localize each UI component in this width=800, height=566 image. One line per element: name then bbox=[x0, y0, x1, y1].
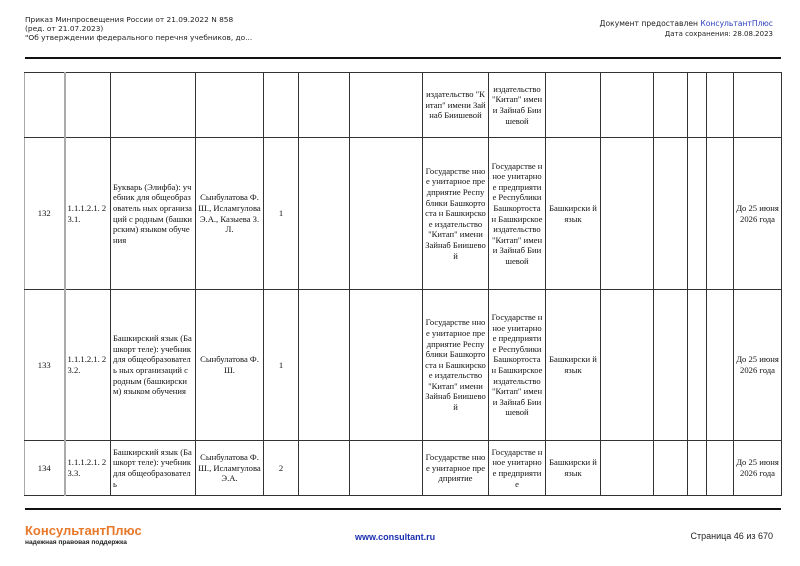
cell-num bbox=[25, 73, 65, 138]
cell-title: Башкирский язык (Башкорт теле): учебник для общеобразователь bbox=[111, 441, 196, 496]
cell-empty bbox=[688, 441, 707, 496]
cell-authors: Сынбулатова Ф.Ш. bbox=[196, 290, 264, 441]
cell-empty bbox=[299, 290, 350, 441]
cell-publisher-alt: Государстве нное унитарное предприятие Республики Башкортоста н Башкирское издательство "Китап" имени Зайнаб Биишевой bbox=[489, 138, 546, 290]
cell-empty bbox=[350, 441, 423, 496]
cell-empty bbox=[688, 138, 707, 290]
textbook-list-table bbox=[24, 72, 782, 496]
cell-language bbox=[546, 73, 601, 138]
cell-deadline: До 25 июня 2026 года bbox=[734, 290, 782, 441]
table-row bbox=[25, 73, 782, 138]
cell-empty bbox=[654, 73, 688, 138]
cell-publisher-alt: издательство "Китап" имени Зайнаб Биишевой bbox=[489, 73, 546, 138]
provider-brand-link[interactable]: КонсультантПлюс bbox=[700, 19, 773, 28]
cell-empty bbox=[601, 73, 654, 138]
cell-publisher: издательство "Китап" имени Зайнаб Биишевой bbox=[423, 73, 489, 138]
cell-authors: Сынбулатова Ф.Ш., Исламгулова Э.А., Казыева З.Л. bbox=[196, 138, 264, 290]
document-header-left bbox=[25, 15, 252, 42]
cell-language: Башкирски й язык bbox=[546, 441, 601, 496]
cell-empty bbox=[299, 73, 350, 138]
cell-empty bbox=[601, 441, 654, 496]
cell-empty bbox=[707, 138, 734, 290]
save-date: Дата сохранения: 28.08.2023 bbox=[664, 30, 773, 38]
cell-grade: 1 bbox=[264, 138, 299, 290]
cell-grade: 1 bbox=[264, 290, 299, 441]
cell-publisher: Государстве нное унитарное предприятие Республики Башкортоста н Башкирское издательство "Китап" имени Зайнаб Биишевой bbox=[423, 290, 489, 441]
cell-empty bbox=[299, 441, 350, 496]
cell-publisher-alt: Государстве нное унитарное предприятие bbox=[489, 441, 546, 496]
table-row bbox=[25, 441, 782, 496]
provided-by-label: Документ предоставлен bbox=[599, 19, 701, 28]
subject-line: "Об утверждении федерального перечня учебников, до... bbox=[25, 33, 253, 42]
cell-empty bbox=[350, 73, 423, 138]
cell-authors: Сынбулатова Ф.Ш., Исламгулова Э.А. bbox=[196, 441, 264, 496]
cell-empty bbox=[707, 290, 734, 441]
footer-divider bbox=[25, 508, 781, 510]
cell-grade: 2 bbox=[264, 441, 299, 496]
cell-publisher: Государстве нное унитарное предприятие bbox=[423, 441, 489, 496]
cell-empty bbox=[688, 290, 707, 441]
cell-title: Букварь (Элифба): учебник для общеобразователь ных организаций с родным (башкирским) языком обучения bbox=[111, 138, 196, 290]
cell-deadline: До 25 июня 2026 года bbox=[734, 138, 782, 290]
footer-brand: КонсультантПлюс bbox=[25, 523, 142, 538]
cell-num: 133 bbox=[25, 290, 65, 441]
cell-empty bbox=[654, 138, 688, 290]
order-title-line: Приказ Минпросвещения России от 21.09.2022 N 858 bbox=[25, 15, 234, 24]
edition-line: (ред. от 21.07.2023) bbox=[25, 24, 104, 33]
cell-code bbox=[65, 73, 111, 138]
cell-deadline bbox=[734, 73, 782, 138]
cell-code: 1.1.1.2.1. 23.3. bbox=[65, 441, 111, 496]
cell-empty bbox=[654, 441, 688, 496]
cell-empty bbox=[299, 138, 350, 290]
cell-language: Башкирски й язык bbox=[546, 138, 601, 290]
cell-publisher: Государстве нное унитарное предприятие Республики Башкортоста н Башкирское издательство "Китап" имени Зайнаб Биишевой bbox=[423, 138, 489, 290]
cell-publisher-alt: Государстве нное унитарное предприятие Республики Башкортоста н Башкирское издательство "Китап" имени Зайнаб Биишевой bbox=[489, 290, 546, 441]
table-row bbox=[25, 138, 782, 290]
cell-empty bbox=[601, 290, 654, 441]
cell-authors bbox=[196, 73, 264, 138]
consultant-plus-logo bbox=[25, 524, 142, 547]
footer-tagline: надежная правовая поддержка bbox=[25, 539, 127, 546]
header-divider bbox=[25, 57, 781, 59]
page-counter: Страница 46 из 670 bbox=[690, 531, 773, 541]
cell-empty bbox=[601, 138, 654, 290]
website-link[interactable]: www.consultant.ru bbox=[355, 532, 436, 542]
cell-language: Башкирски й язык bbox=[546, 290, 601, 441]
cell-empty bbox=[688, 73, 707, 138]
cell-code: 1.1.1.2.1. 23.1. bbox=[65, 138, 111, 290]
cell-empty bbox=[707, 441, 734, 496]
table-row bbox=[25, 290, 782, 441]
cell-grade bbox=[264, 73, 299, 138]
cell-title: Башкирский язык (Башкорт теле): учебник для общеобразователь ных организаций с родным (башкирским) языком обучения bbox=[111, 290, 196, 441]
cell-title bbox=[111, 73, 196, 138]
document-header-right bbox=[600, 19, 773, 39]
cell-code: 1.1.1.2.1. 23.2. bbox=[65, 290, 111, 441]
cell-empty bbox=[350, 290, 423, 441]
cell-num: 132 bbox=[25, 138, 65, 290]
cell-num: 134 bbox=[25, 441, 65, 496]
cell-empty bbox=[707, 73, 734, 138]
cell-deadline: До 25 июня 2026 года bbox=[734, 441, 782, 496]
cell-empty bbox=[654, 290, 688, 441]
cell-empty bbox=[350, 138, 423, 290]
